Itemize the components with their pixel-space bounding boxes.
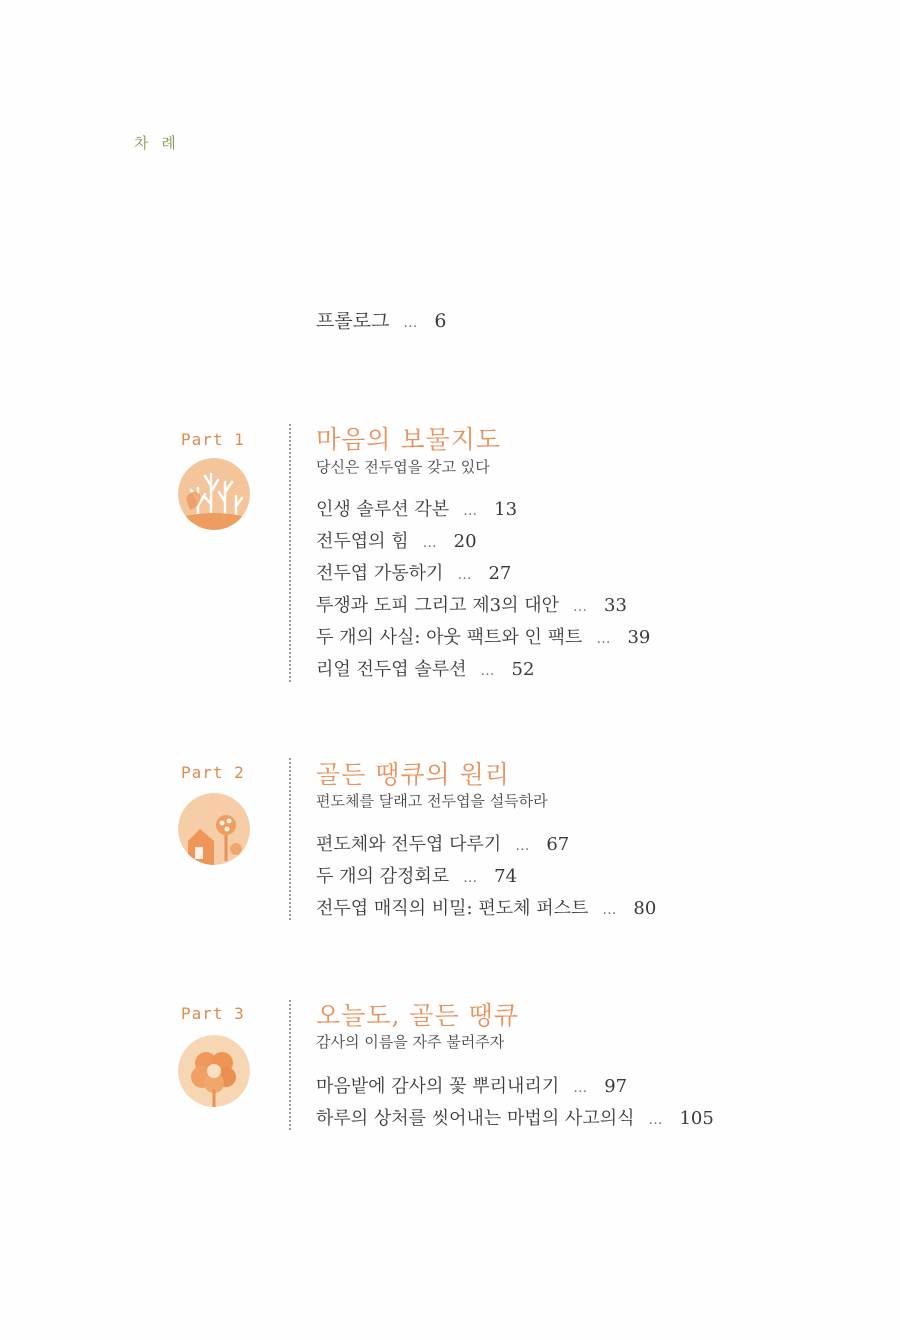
part-subtitle: 감사의 이름을 자주 불러주자 bbox=[316, 1033, 505, 1051]
leader-dots: … bbox=[463, 503, 479, 519]
leader-dots: … bbox=[480, 663, 496, 679]
toc-entry[interactable] bbox=[316, 558, 650, 590]
page-number: 105 bbox=[679, 1108, 714, 1129]
leader-dots: … bbox=[515, 838, 531, 854]
part-label: Part 2 bbox=[181, 763, 245, 782]
entry-label: 전두엽 매직의 비밀: 편도체 퍼스트 bbox=[316, 898, 589, 919]
page-number: 74 bbox=[494, 866, 518, 887]
part-label: Part 1 bbox=[181, 430, 245, 449]
toc-entry[interactable] bbox=[316, 622, 650, 654]
dotted-divider bbox=[289, 424, 291, 682]
toc-entry[interactable] bbox=[316, 654, 650, 686]
page-number: 6 bbox=[434, 310, 447, 332]
part-subtitle: 당신은 전두엽을 갖고 있다 bbox=[316, 458, 490, 476]
chapter-list bbox=[316, 494, 650, 686]
toc-heading: 차 례 bbox=[134, 134, 180, 152]
toc-entry-prologue[interactable] bbox=[316, 306, 447, 333]
page-number: 13 bbox=[494, 499, 518, 520]
house-flower-icon bbox=[178, 793, 250, 865]
part-label: Part 3 bbox=[181, 1004, 245, 1023]
toc-entry[interactable] bbox=[316, 526, 650, 558]
leader-dots: … bbox=[596, 631, 612, 647]
page-number: 97 bbox=[604, 1076, 628, 1097]
toc-entry[interactable] bbox=[316, 1071, 714, 1103]
part-subtitle: 편도체를 달래고 전두엽을 설득하라 bbox=[316, 792, 548, 810]
entry-label: 인생 솔루션 각본 bbox=[316, 499, 450, 520]
leader-dots: … bbox=[648, 1112, 664, 1128]
leader-dots: … bbox=[463, 870, 479, 886]
toc-entry[interactable] bbox=[316, 494, 650, 526]
flower-icon bbox=[178, 1035, 250, 1107]
forest-trees-icon bbox=[178, 458, 250, 530]
entry-label: 전두엽의 힘 bbox=[316, 531, 409, 552]
toc-entry[interactable] bbox=[316, 1103, 714, 1135]
chapter-list bbox=[316, 1071, 714, 1135]
entry-label: 리얼 전두엽 솔루션 bbox=[316, 659, 467, 680]
entry-label: 두 개의 감정회로 bbox=[316, 866, 450, 887]
toc-entry[interactable] bbox=[316, 829, 656, 861]
chapter-list bbox=[316, 829, 656, 925]
page-number: 33 bbox=[604, 595, 627, 616]
leader-dots: … bbox=[403, 315, 419, 331]
part-title: 오늘도, 골든 땡큐 bbox=[316, 1001, 519, 1030]
page-number: 52 bbox=[511, 659, 535, 680]
entry-label: 전두엽 가동하기 bbox=[316, 563, 444, 584]
entry-label: 프롤로그 bbox=[316, 310, 390, 332]
page-number: 67 bbox=[546, 834, 570, 855]
dotted-divider bbox=[289, 758, 291, 920]
page-number: 27 bbox=[488, 563, 512, 584]
entry-label: 마음밭에 감사의 꽃 뿌리내리기 bbox=[316, 1076, 560, 1097]
page-number: 20 bbox=[453, 531, 477, 552]
entry-label: 편도체와 전두엽 다루기 bbox=[316, 834, 502, 855]
leader-dots: … bbox=[573, 1080, 589, 1096]
part-title: 골든 땡큐의 원리 bbox=[316, 760, 510, 789]
entry-label: 투쟁과 도피 그리고 제3의 대안 bbox=[316, 595, 559, 616]
part-title: 마음의 보물지도 bbox=[316, 425, 501, 454]
toc-entry[interactable] bbox=[316, 590, 650, 622]
page-number: 39 bbox=[627, 627, 651, 648]
leader-dots: … bbox=[422, 535, 438, 551]
entry-label: 두 개의 사실: 아웃 팩트와 인 팩트 bbox=[316, 627, 583, 648]
leader-dots: … bbox=[457, 567, 473, 583]
entry-label: 하루의 상처를 씻어내는 마법의 사고의식 bbox=[316, 1108, 635, 1129]
leader-dots: … bbox=[602, 902, 618, 918]
toc-entry[interactable] bbox=[316, 861, 656, 893]
toc-entry[interactable] bbox=[316, 893, 656, 925]
leader-dots: … bbox=[573, 599, 588, 615]
dotted-divider bbox=[289, 1000, 291, 1130]
page-number: 80 bbox=[633, 898, 657, 919]
